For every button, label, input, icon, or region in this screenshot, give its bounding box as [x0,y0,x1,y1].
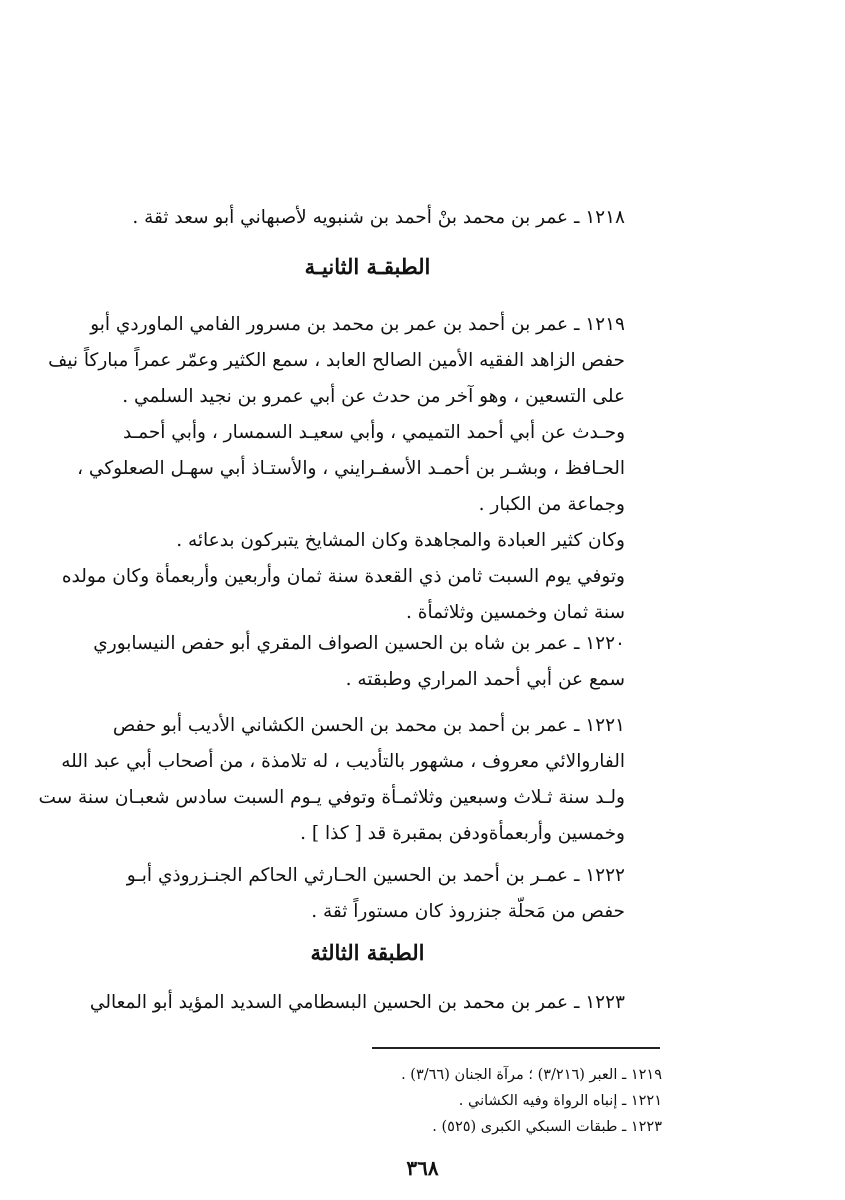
heading-second-class: الطبقـة الثانيـة [304,254,431,279]
entry-line: وجماعة من الكبار . [478,494,625,515]
entry-1223 [89,985,625,1021]
entry-1222 [110,858,625,930]
entry-line: ١٢١٩ ـ عمر بن أحمد بن عمر بن محمد بن مسرور الفامي الماوردي أبو [90,314,625,335]
entry-line: الفاروالائي معروف ، مشهور بالتأديب ، له تلامذة ، من أصحاب أبي عبد الله [61,751,625,772]
entry-line: ١٢٢٠ ـ عمر بن شاه بن الحسين الصواف المقري أبو حفص النيسابوري [93,633,625,654]
entry-1221 [38,708,625,852]
entry-line: ولـد سنة ثـلاث وسبعين وثلاثمـأة وتوفي يـوم السبت سادس شعبـان سنة ست [38,787,625,808]
entry-line: سنة ثمان وخمسين وثلاثمأة . [405,602,625,623]
entry-line: على التسعين ، وهو آخر من حدث عن أبي عمرو بن نجيد السلمي . [122,386,625,407]
entry-line: حفص من مَحلّة جنزروذ كان مستوراً ثقة . [311,901,625,922]
entry-line: ١٢٢٣ ـ عمر بن محمد بن الحسين البسطامي السديد المؤيد أبو المعالي [89,992,625,1013]
page-number: ٣٦٨ [406,1156,439,1180]
entry-line: ١٢٢٢ ـ عمـر بن أحمد بن الحسين الحـارثي الحاكم الجنـزروذي أبـو [126,865,625,886]
entry-line: وكان كثير العبادة والمجاهدة وكان المشايخ يتبركون بدعائه . [176,530,625,551]
footnote-item: ١٢٢٣ ـ طبقات السبكي الكبرى (٥٢٥) . [432,1119,662,1135]
entry-line: وحـدث عن أبي أحمد التميمي ، وأبي سعيـد السمسار ، وأبي أحمـد [123,422,625,443]
entry-line: ١٢٢١ ـ عمر بن أحمد بن محمد بن الحسن الكشاني الأديب أبو حفص [112,715,625,736]
footnote-item: ١٢١٩ ـ العبر (٣/٢١٦) ؛ مرآة الجنان (٣/٦٦) . [401,1067,662,1083]
entry-1218 [110,200,625,236]
entry-1220 [93,626,625,698]
entry-line: سمع عن أبي أحمد المراري وطبقته . [345,669,625,690]
footnote-item: ١٢٢١ ـ إنباه الرواة وفيه الكشاني . [458,1093,662,1109]
entry-line: ١٢١٨ ـ عمر بن محمد بنْ أحمد بن شنبويه لأصبهاني أبو سعد ثقة . [132,207,625,228]
entry-line: وتوفي يوم السبت ثامن ذي القعدة سنة ثمان وأربعين وأربعمأة وكان مولده [61,566,625,587]
entry-line: الحـافظ ، وبشـر بن أحمـد الأسفـرايني ، والأستـاذ أبي سهـل الصعلوكي ، [77,458,625,479]
heading-third-class: الطبقة الثالثة [310,940,425,965]
footnote-divider [372,1047,660,1049]
entry-line: وخمسين وأربعمأةودفن بمقبرة قد [ كذا ] . [300,823,625,844]
entry-1219 [48,307,625,631]
footnotes [300,1062,662,1140]
entry-line: حفص الزاهد الفقيه الأمين الصالح العابد ، سمع الكثير وعمّر عمراً مباركاً نيف [48,350,625,371]
